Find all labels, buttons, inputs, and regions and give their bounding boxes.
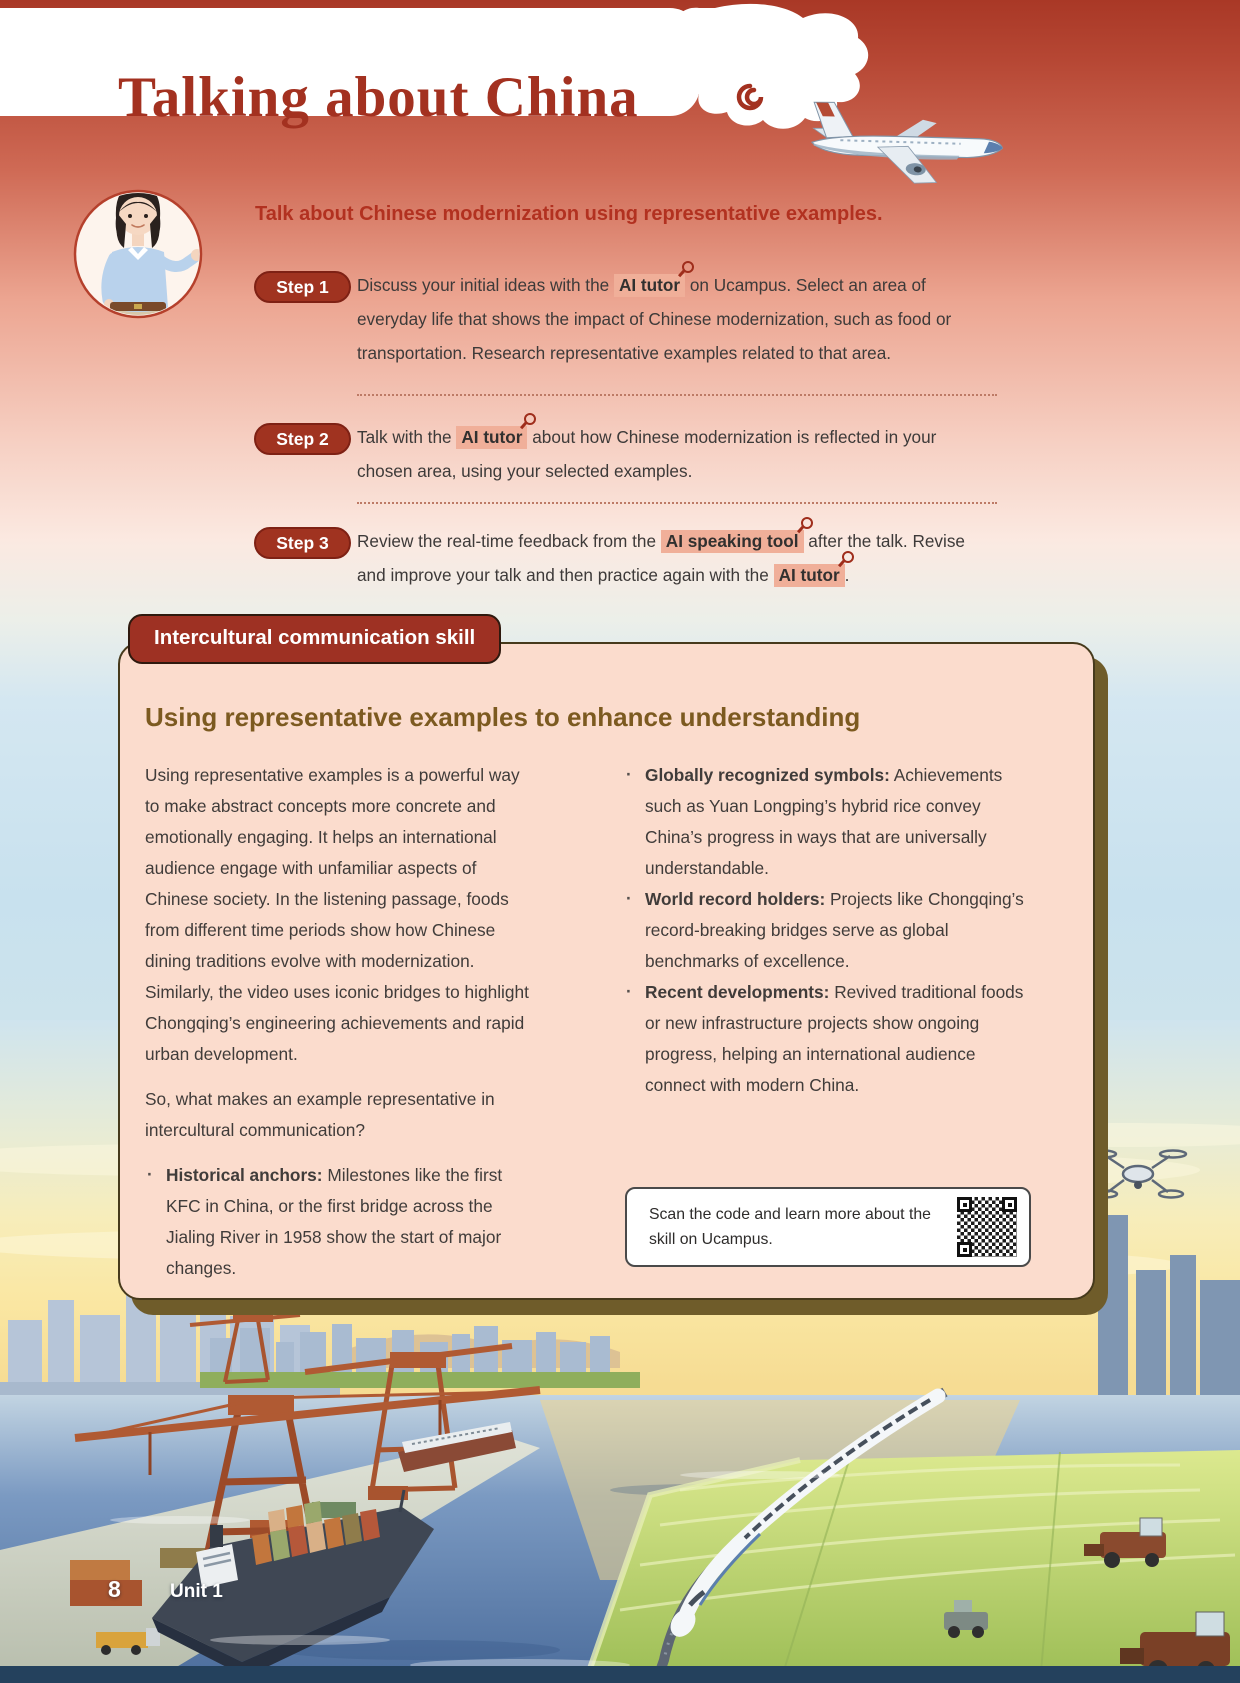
footer-page-number: 8 <box>108 1576 121 1602</box>
bullet-list <box>645 760 1039 1101</box>
step-text-segment: Review the real-time feedback from the <box>357 531 661 551</box>
step-text <box>357 268 993 370</box>
step-separator <box>357 502 997 504</box>
term-highlight-ai-tutor[interactable] <box>456 426 527 449</box>
magnifier-icon <box>524 413 536 425</box>
task-heading: Talk about Chinese modernization using representative examples. <box>255 203 883 225</box>
bullet-list <box>145 1160 537 1284</box>
term-label: AI tutor <box>618 275 681 295</box>
qr-code <box>957 1197 1017 1257</box>
paragraph: Using representative examples is a powerful way to make abstract concepts more concrete and emotionally engaging. It helps an international audience engage with unfamiliar aspects of Chinese society. In the listening passage, foods from different time periods show how Chinese dining traditions evolve with modernization. Similarly, the video uses iconic bridges to highlight Chongqing’s engineering achievements and rapid urban development. <box>145 765 529 1064</box>
paragraph: So, what makes an example representative in intercultural communication? <box>145 1089 495 1140</box>
bullet-term: World record holders: <box>645 889 826 909</box>
bullet-text: Projects like Chongqing’s record-breaking bridges serve as global benchmarks of excellence. <box>645 889 1024 971</box>
skill-panel-heading: Using representative examples to enhance understanding <box>145 702 861 732</box>
bottom-strip <box>0 1666 1240 1683</box>
bullet-term: Historical anchors: <box>166 1165 323 1185</box>
presenter-avatar <box>58 176 218 346</box>
skill-panel-tab: Intercultural communication skill <box>128 614 501 664</box>
term-highlight-ai-tutor[interactable] <box>774 564 845 587</box>
step-row-3 <box>254 524 999 600</box>
step-separator <box>357 394 997 396</box>
step-badge: Step 3 <box>254 527 351 559</box>
step-text <box>357 420 993 488</box>
airplane-illustration <box>800 100 1010 195</box>
qr-note: Scan the code and learn more about the skill on Ucampus. <box>649 1206 931 1248</box>
bullet-item <box>145 1160 537 1284</box>
step-text-segment: Discuss your initial ideas with the <box>357 275 614 295</box>
qr-callout <box>625 1187 1031 1267</box>
qr-finder <box>957 1242 972 1257</box>
step-badge: Step 1 <box>254 271 351 303</box>
page-title: Talking about China <box>118 66 639 130</box>
bullet-term: Recent developments: <box>645 982 830 1002</box>
term-label: AI tutor <box>461 427 523 447</box>
magnifier-icon <box>842 551 854 563</box>
term-highlight-ai-speaking-tool[interactable] <box>661 530 804 553</box>
bullet-text: Achievements such as Yuan Longping’s hybrid rice convey China’s progress in ways that are universally understandable. <box>645 765 1003 878</box>
step-row-2 <box>254 420 999 496</box>
panel-left-column <box>145 760 537 1284</box>
bullet-item <box>645 884 1039 977</box>
panel-right-column <box>645 760 1039 1101</box>
bullet-item <box>645 760 1039 884</box>
bullet-term: Globally recognized symbols: <box>645 765 890 785</box>
step-row-1 <box>254 268 999 378</box>
magnifier-icon <box>801 517 813 529</box>
qr-finder <box>1002 1197 1017 1212</box>
step-text <box>357 524 993 592</box>
magnifier-icon <box>682 261 694 273</box>
footer-unit-label: Unit 1 <box>170 1581 223 1602</box>
step-badge: Step 2 <box>254 423 351 455</box>
bullet-text: Revived traditional foods or new infrastructure projects show ongoing progress, helping an international audience connect with modern China. <box>645 982 1024 1095</box>
bullet-item <box>645 977 1039 1101</box>
step-text-segment: . <box>844 565 850 585</box>
bullet-text: Milestones like the first KFC in China, or the first bridge across the Jialing River in 1958 show the start of major changes. <box>166 1165 503 1278</box>
step-text-segment: after the talk. Revise and improve your talk and then practice again with the <box>357 531 965 585</box>
term-label: AI speaking tool <box>665 531 799 551</box>
step-text-segment: Talk with the <box>357 427 457 447</box>
step-text-segment: on Ucampus. Select an area of everyday life that shows the impact of Chinese modernization, such as food or transportation. Research representative examples related to that area. <box>357 275 952 363</box>
term-highlight-ai-tutor[interactable] <box>614 274 685 297</box>
term-label: AI tutor <box>778 565 840 585</box>
qr-finder <box>957 1197 972 1212</box>
step-text-segment: about how Chinese modernization is reflected in your chosen area, using your selected examples. <box>357 427 937 481</box>
